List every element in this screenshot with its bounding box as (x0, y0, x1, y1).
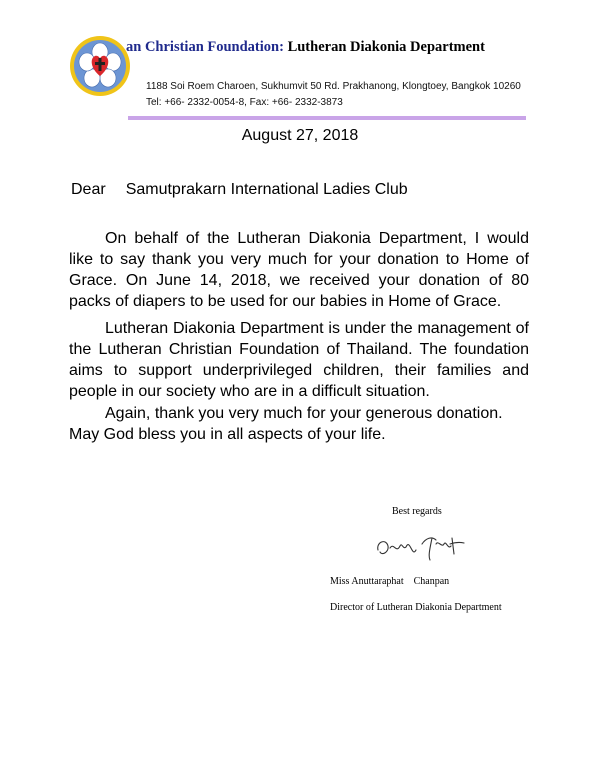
organization-name (126, 39, 485, 56)
signer-title: Director of Lutheran Diakonia Department (330, 602, 502, 613)
body-paragraph: Again, thank you very much for your generous donation. May God bless you in all aspects of your life. (69, 405, 503, 443)
closing: Best regards (392, 506, 442, 517)
letter-date: August 27, 2018 (241, 127, 359, 144)
handwritten-signature (372, 528, 482, 568)
department-name: Lutheran Diakonia Department (287, 39, 485, 55)
header-divider (128, 116, 526, 120)
foundation-name: an Christian Foundation: (126, 39, 284, 55)
letterhead-contact (146, 79, 521, 111)
salutation (71, 181, 408, 199)
address-line: 1188 Soi Roem Charoen, Sukhumvit 50 Rd. Prakhanong, Klongtoey, Bangkok 10260 (146, 81, 521, 92)
body-paragraph: Lutheran Diakonia Department is under the management of the Lutheran Christian Foundation of Thailand. The foundation aims to support underprivileged children, their families and people in our society who are in a difficult situation. (69, 320, 529, 400)
contact-line: Tel: +66- 2332-0054-8, Fax: +66- 2332-3873 (146, 97, 343, 108)
luther-rose-icon (68, 34, 132, 98)
luther-rose-logo (68, 34, 132, 98)
recipient-name: Samutprakarn International Ladies Club (125, 181, 408, 198)
body-paragraph: On behalf of the Lutheran Diakonia Department, I would like to say thank you very much for your donation to Home of Grace. On June 14, 2018, we received your donation of 80 packs of diapers to be used for our babies in Home of Grace. (69, 230, 529, 310)
signer-name: Miss Anuttaraphat Chanpan (330, 576, 450, 587)
salutation-word: Dear (71, 181, 106, 198)
